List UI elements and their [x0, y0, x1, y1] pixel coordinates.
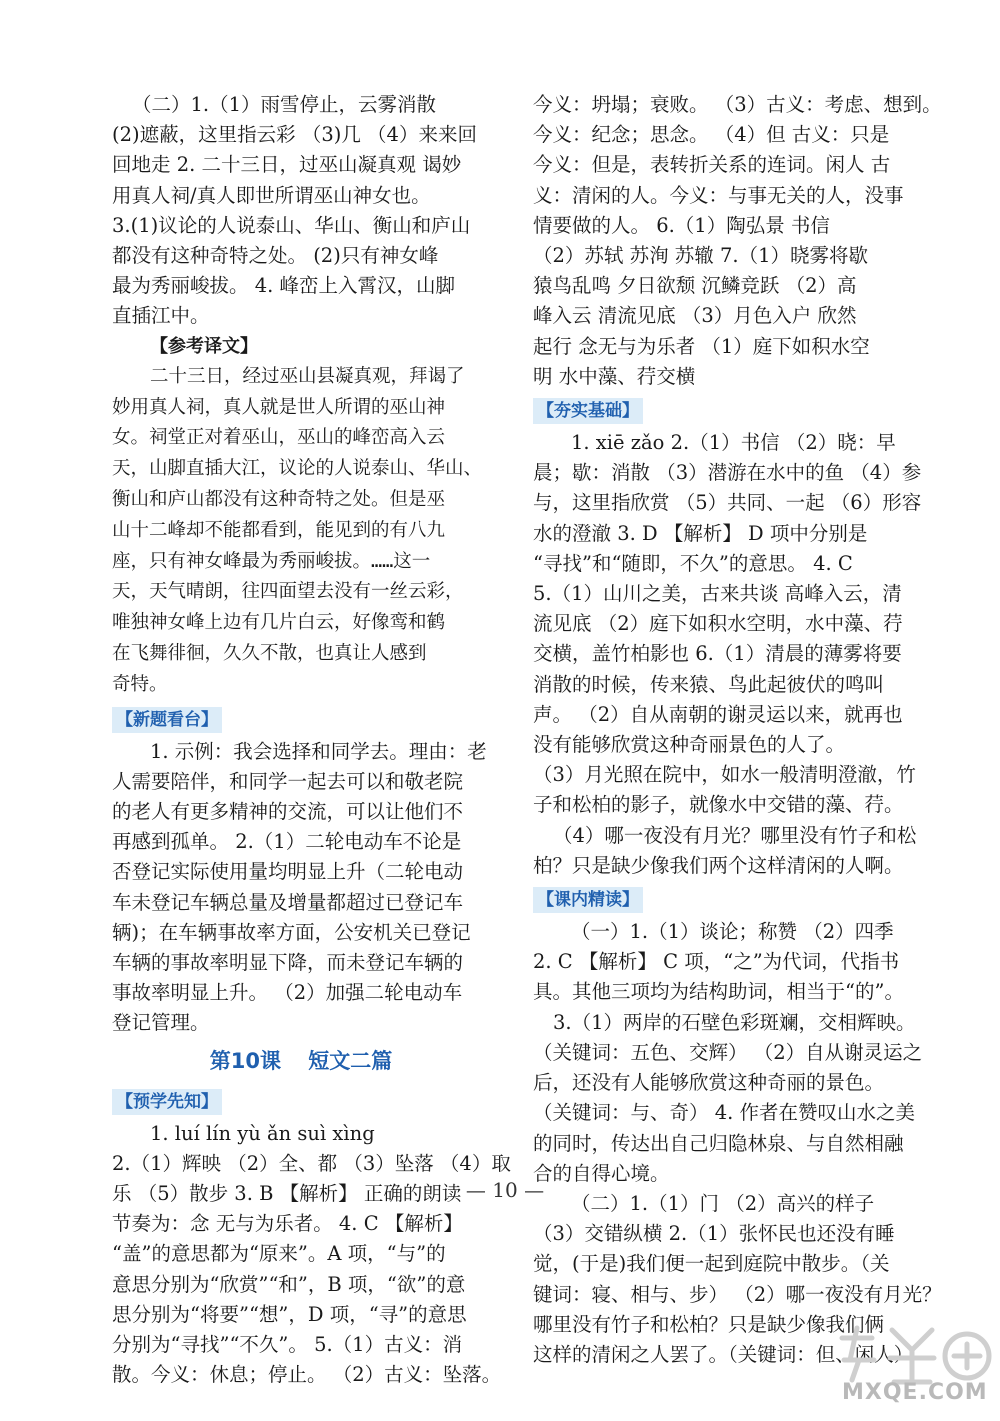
text-line: 直插江中。: [112, 304, 210, 328]
text-line: 声。 （2）自从南朝的谢灵运以来，就再也: [533, 702, 903, 726]
text-line: 在飞舞徘徊，久久不散，也真让人感到: [112, 643, 427, 664]
text-line: 今义：但是，表转折关系的连词。闲人 古: [533, 153, 891, 177]
text-line: 后，还没有人能够欣赏这种奇丽的景色。: [533, 1071, 885, 1095]
section-heading-foundation: 【夯实基础】: [533, 398, 643, 424]
text-line: 的老人有更多精神的交流，可以让他们不: [112, 800, 464, 823]
text-line: 1. luí lín yù ǎn suì xìng: [150, 1121, 375, 1145]
text-line: （4）哪一夜没有月光？哪里没有竹子和松: [553, 823, 917, 847]
text-line: 与，这里指欣赏 （5）共同、一起 （6）形容: [533, 491, 922, 515]
text-line: 3.（1）两岸的石壁色彩斑斓，交相辉映。: [553, 1010, 916, 1034]
right-column: [533, 90, 942, 1370]
text-line: 妙用真人祠，真人就是世人所谓的巫山神: [112, 396, 446, 418]
text-line: 回地走 2. 二十三日，过巫山凝真观 谒妙: [112, 153, 462, 177]
text-line: 天，天气晴朗，往四面望去没有一丝云彩，: [112, 581, 464, 603]
section-heading-preview: 【预学先知】: [112, 1089, 222, 1115]
text-line: 1. 示例：我会选择和同学去。理由：老: [150, 739, 487, 763]
text-line: 再感到孤单。 2.（1）二轮电动车不论是: [112, 830, 462, 854]
answer-block-1: [112, 90, 490, 332]
text-line: 这样的清闲之人罢了。（关键词：但、闲人）: [533, 1342, 914, 1366]
text-line: 用真人祠/真人即世所谓巫山神女也。: [112, 183, 431, 207]
text-line: 情要做的人。 6.（1）陶弘景 书信: [533, 213, 830, 237]
text-line: 水的澄澈 3. D 【解析】 D 项中分别是: [533, 521, 868, 545]
text-line: 键词：寝、相与、步） （2）哪一夜没有月光？: [533, 1282, 942, 1306]
text-line: 唯独神女峰上边有几片白云，好像鸾和鹤: [112, 612, 446, 634]
text-line: 哪里没有竹子和松柏？只是缺少像我们俩: [533, 1312, 885, 1336]
text-line: 车未登记车辆总量及增量都超过已登记车: [112, 890, 464, 914]
text-line: 人需要陪伴，和同学一起去可以和敬老院: [112, 769, 464, 793]
text-line: 分别为“寻找”“不久”。 5.（1）古义：消: [112, 1333, 463, 1357]
text-line: （2）苏轼 苏洵 苏辙 7.（1）晓雾将歇: [533, 244, 869, 268]
watermark-url: MXQE.COM: [842, 1380, 988, 1405]
text-line: 辆)；在车辆事故率方面，公安机关已登记: [112, 920, 471, 944]
text-line: 奇特。: [112, 673, 168, 695]
text-line: 登记管理。: [112, 1011, 210, 1035]
text-line: 峰入云 清流见底 （3）月色入户 欣然: [533, 304, 857, 328]
lesson-name: 短文二篇: [308, 1048, 393, 1073]
text-line: 最为秀丽峻拔。 4. 峰峦上入霄汉，山脚: [112, 274, 456, 298]
text-line: 今义：坍塌；衰败。 （3）古义：考虑、想到。: [533, 93, 942, 116]
text-line: 流见底 （2）庭下如积水空明，水中藻、荇: [533, 612, 903, 636]
section-heading-new-questions: 【新题看台】: [112, 707, 222, 733]
text-line: 具。其他三项均为结构助词，相当于“的”。: [533, 980, 904, 1004]
text-line: 猿鸟乱鸣 夕日欲颓 沉鳞竞跃 （2）高: [533, 274, 857, 298]
lesson-title: [112, 1041, 490, 1081]
text-line: 都没有这种奇特之处。 (2)只有神女峰: [112, 244, 439, 268]
text-line: 否登记实际使用量均明显上升（二轮电动: [112, 860, 464, 884]
text-line: 节奏为：念 无与为乐者。 4. C 【解析】: [112, 1212, 463, 1236]
text-line: 义：清闲的人。今义：与事无关的人，没事: [533, 183, 904, 207]
translation-block: [112, 362, 490, 701]
text-line: 衡山和庐山都没有这种奇特之处。但是巫: [112, 489, 446, 511]
page-number: — 10 —: [465, 1178, 545, 1202]
text-line: 散。今义：休息；停止。 （2）古义：坠落。: [112, 1363, 502, 1387]
text-line: “盖”的意思都为“原来”。A 项，“与”的: [112, 1242, 446, 1266]
text-line: （3）月光照在院中，如水一般清明澄澈，竹: [533, 763, 916, 787]
continued-block: [533, 90, 942, 392]
text-line: 意思分别为“欣赏”“和”，B 项，“欲”的意: [112, 1272, 466, 1296]
new-questions-block: [112, 737, 490, 1039]
text-line: 车辆的事故率明显下降，而未登记车辆的: [112, 951, 464, 975]
text-line: 2.（1）辉映 （2）全、都 （3）坠落 （4）取: [112, 1151, 511, 1175]
text-line: 今义：纪念；思念。 （4）但 古义：只是: [533, 123, 890, 147]
foundation-block: [533, 428, 922, 881]
text-line: （3）交错纵横 2.（1）张怀民也还没有睡: [533, 1222, 895, 1246]
section-heading-close-reading: 【课内精读】: [533, 887, 643, 913]
lesson-number: 第10课: [209, 1048, 281, 1073]
text-line: （二）1.（1）门 （2）高兴的样子: [571, 1191, 875, 1215]
text-line: 天，山脚直插大江，议论的人说泰山、华山、: [112, 458, 483, 480]
text-line: 的同时，传达出自己归隐林泉、与自然相融: [533, 1131, 904, 1155]
text-line: 合的自得心境。: [533, 1161, 670, 1185]
text-line: （关键词：五色、交辉） （2）自从谢灵运之: [533, 1040, 923, 1064]
reference-translation-heading: 【参考译文】: [150, 335, 258, 357]
text-line: （关键词：与、奇） 4. 作者在赞叹山水之美: [533, 1101, 916, 1125]
text-line: （一）1.（1）谈论；称赞 （2）四季: [571, 920, 894, 944]
text-line: 座，只有神女峰最为秀丽峻拔。……这一: [112, 550, 431, 572]
text-line: 3.(1)议论的人说泰山、华山、衡山和庐山: [112, 213, 471, 237]
text-line: 子和松柏的影子，就像水中交错的藻、荇。: [533, 793, 904, 817]
text-line: 起行 念无与为乐者 （1）庭下如积水空: [533, 334, 870, 358]
text-line: 觉，(于是)我们便一起到庭院中散步。（关: [533, 1252, 890, 1276]
text-line: 没有能够欣赏这种奇丽景色的人了。: [533, 733, 846, 757]
text-line: （二）1.（1）雨雪停止，云雾消散: [132, 93, 437, 116]
text-line: 二十三日，经过巫山县凝真观，拜谒了: [150, 365, 465, 387]
text-line: 乐 （5）散步 3. B 【解析】 正确的朗读: [112, 1182, 462, 1206]
left-column: [112, 90, 511, 1390]
text-line: 2. C 【解析】 C 项，“之”为代词，代指书: [533, 950, 900, 974]
text-line: (2)遮蔽，这里指云彩 （3)几 （4）来来回: [112, 123, 477, 147]
close-reading-block: [533, 917, 942, 1370]
text-line: 交横，盖竹柏影也 6.（1）清晨的薄雾将要: [533, 642, 902, 666]
text-line: 明 水中藻、荇交横: [533, 364, 696, 388]
text-line: “寻找”和“随即，不久”的意思。 4. C: [533, 551, 853, 575]
text-line: 山十二峰却不能都看到，能见到的有八九: [112, 519, 446, 541]
text-line: 1. xiē zǎo 2.（1）书信 （2）晓：早: [571, 431, 896, 455]
text-line: 女。祠堂正对着巫山，巫山的峰峦高入云: [112, 427, 446, 449]
text-line: 事故率明显上升。 （2）加强二轮电动车: [112, 981, 463, 1005]
text-line: 晨；歇：消散 （3）潜游在水中的鱼 （4）参: [533, 461, 922, 485]
text-line: 5.（1）山川之美，古来共谈 高峰入云，清: [533, 582, 902, 606]
text-line: 消散的时候，传来猿、鸟此起彼伏的鸣叫: [533, 672, 885, 696]
text-line: 柏？只是缺少像我们两个这样清闲的人啊。: [533, 853, 904, 877]
text-line: 思分别为“将要”“想”，D 项，“寻”的意思: [112, 1302, 467, 1326]
